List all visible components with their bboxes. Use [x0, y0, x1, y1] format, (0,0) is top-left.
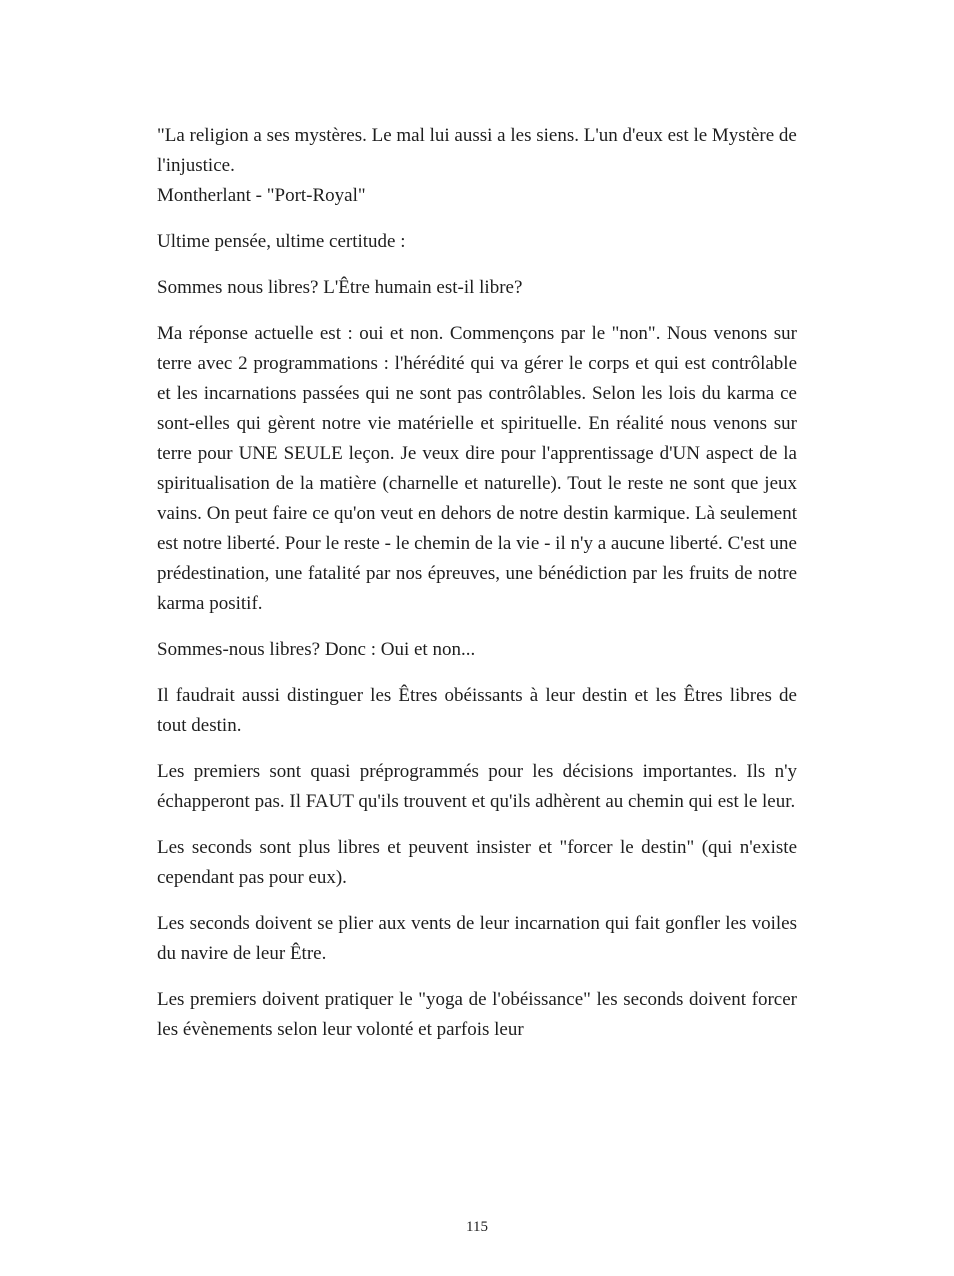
page-number: 115: [466, 1219, 488, 1235]
paragraph: Ma réponse actuelle est : oui et non. Commençons par le "non". Nous venons sur terre avec 2 programmations : l'hérédité qui va gérer le corps et qui est contrôlable et les incarnations passées qui ne sont pas contrôlables. Selon les lois du karma ce sont-elles qui gèrent notre vie matérielle et spirituelle. En réalité nous venons sur terre pour UNE SEULE leçon. Je veux dire pour l'apprentissage d'UN aspect de la spiritualisation de la matière (charnelle et naturelle). Tout le reste ne sont que jeux vains. On peut faire ce qu'on veut en dehors de notre destin karmique. Là seulement est notre liberté. Pour le reste - le chemin de la vie - il n'y a aucune liberté. C'est une prédestination, une fatalité par nos épreuves, une bénédiction par les fruits de notre karma positif.: [157, 323, 797, 614]
paragraph: Les seconds doivent se plier aux vents de leur incarnation qui fait gonfler les voiles du navire de leur Être.: [157, 913, 797, 964]
paragraph: Les seconds sont plus libres et peuvent insister et "forcer le destin" (qui n'existe cependant pas pour eux).: [157, 837, 797, 888]
paragraph: Ultime pensée, ultime certitude :: [157, 231, 406, 252]
paragraph: Les premiers sont quasi préprogrammés pour les décisions importantes. Ils n'y échapperont pas. Il FAUT qu'ils trouvent et qu'ils adhèrent au chemin qui est le leur.: [157, 761, 797, 812]
paragraph: Sommes nous libres? L'Être humain est-il libre?: [157, 277, 523, 298]
paragraph: Il faudrait aussi distinguer les Êtres obéissants à leur destin et les Êtres libres de tout destin.: [157, 685, 797, 736]
paragraph: Sommes-nous libres? Donc : Oui et non...: [157, 639, 476, 660]
paragraph: Les premiers doivent pratiquer le "yoga de l'obéissance" les seconds doivent forcer les évènements selon leur volonté et parfois leur: [157, 989, 797, 1040]
quote-attribution: Montherlant - "Port-Royal": [157, 185, 366, 206]
quote-text: "La religion a ses mystères. Le mal lui aussi a les siens. L'un d'eux est le Mystère de l'injustice.: [157, 125, 797, 176]
